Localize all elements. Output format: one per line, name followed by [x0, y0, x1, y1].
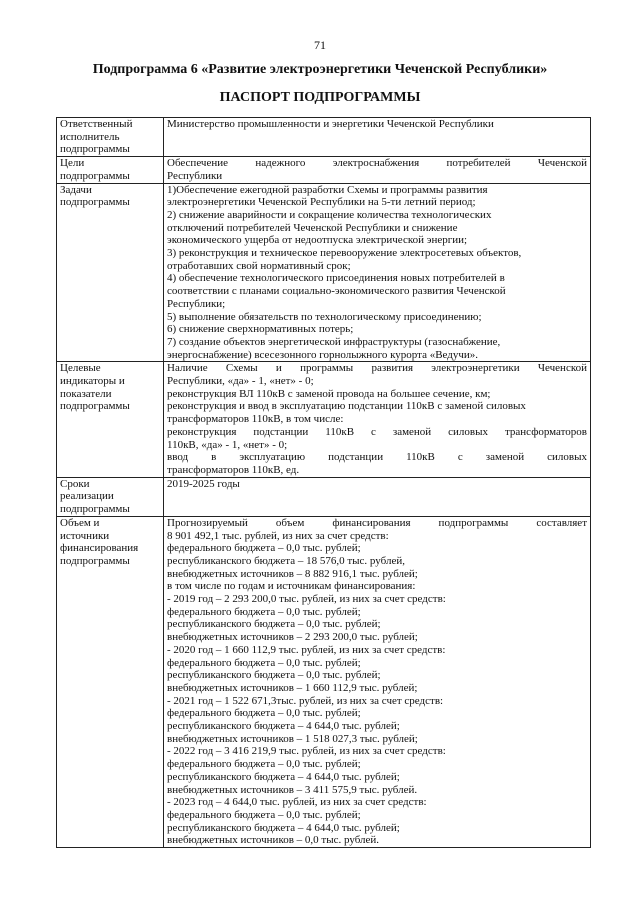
row-label-cell: [57, 183, 164, 362]
passport-table: [56, 117, 591, 848]
subprogram-title: Подпрограмма 6 «Развитие электроэнергетики Чеченской Республики»: [92, 62, 548, 77]
row-content-line: федерального бюджета – 0,0 тыс. рублей;: [167, 605, 361, 618]
passport-row: [57, 516, 591, 847]
row-content-line: Наличие Схемы и программы развития электроэнергетики Чеченской: [167, 362, 587, 375]
row-label-line: подпрограммы: [60, 143, 130, 156]
row-label-cell: [57, 157, 164, 183]
row-label-cell: [57, 516, 164, 847]
row-content-line: федерального бюджета – 0,0 тыс. рублей;: [167, 542, 361, 555]
row-content-line: 2) снижение аварийности и сокращение количества технологических: [167, 208, 492, 221]
row-label-cell: [57, 362, 164, 477]
row-label-line: подпрограммы: [60, 196, 130, 209]
row-content-line: - 2019 год – 2 293 200,0 тыс. рублей, из них за счет средств:: [167, 593, 446, 606]
row-content-line: республиканского бюджета – 4 644,0 тыс. рублей;: [167, 770, 400, 783]
row-content-line: внебюджетных источников – 8 882 916,1 тыс. рублей;: [167, 567, 418, 580]
row-content-line: соответствии с планами социально-экономического развития Чеченской: [167, 285, 506, 298]
row-content-cell: [164, 362, 591, 477]
passport-table-body: [57, 118, 591, 848]
row-label-line: финансирования: [60, 542, 139, 555]
row-content-line: внебюджетных источников – 1 518 027,3 тыс. рублей;: [167, 732, 418, 745]
row-content-line: 6) снижение сверхнормативных потерь;: [167, 323, 354, 336]
row-content-line: экономического ущерба от недоотпуска электрической энергии;: [167, 234, 468, 247]
passport-row: [57, 157, 591, 183]
row-label-line: источники: [60, 529, 110, 542]
row-label-line: Задачи: [60, 183, 92, 196]
row-content-line: внебюджетных источников – 0,0 тыс. рублей.: [167, 834, 380, 847]
row-content-line: в том числе по годам и источникам финансирования:: [167, 580, 416, 593]
row-content-line: 3) реконструкция и техническое перевооружение электросетевых объектов,: [167, 247, 522, 260]
row-content-cell: [164, 183, 591, 362]
row-content-cell: [164, 477, 591, 516]
row-content-line: федерального бюджета – 0,0 тыс. рублей;: [167, 758, 361, 771]
row-label-line: Целевые: [60, 362, 101, 375]
row-content-line: республиканского бюджета – 4 644,0 тыс. рублей;: [167, 821, 400, 834]
row-label-line: подпрограммы: [60, 400, 130, 413]
row-label-line: реализации: [60, 490, 114, 503]
row-content-line: Прогнозируемый объем финансирования подпрограммы составляет: [167, 516, 587, 529]
row-label-line: показатели: [60, 387, 112, 400]
row-content-line: Республики, «да» - 1, «нет» - 0;: [167, 375, 314, 388]
row-content-line: отключений потребителей Чеченской Республики и снижение: [167, 221, 458, 234]
row-content-line: - 2020 год – 1 660 112,9 тыс. рублей, из них за счет средств:: [167, 643, 446, 656]
row-content-line: республиканского бюджета – 18 576,0 тыс. рублей,: [167, 554, 405, 567]
row-content-line: отработавших свой нормативный срок;: [167, 259, 351, 272]
row-content-line: 5) выполнение обязательств по технологическому присоединению;: [167, 310, 482, 323]
row-content-line: реконструкция ВЛ 110кВ с заменой провода на большее сечение, км;: [167, 387, 491, 400]
row-content-line: 1)Обеспечение ежегодной разработки Схемы и программы развития: [167, 183, 488, 196]
row-content-line: - 2021 год – 1 522 671,3тыс. рублей, из них за счет средств:: [167, 694, 444, 707]
row-content-line: республиканского бюджета – 4 644,0 тыс. рублей;: [167, 720, 400, 733]
row-content-line: реконструкция подстанции 110кВ с заменой силовых трансформаторов: [167, 425, 587, 438]
row-label-line: подпрограммы: [60, 554, 130, 567]
passport-heading: ПАСПОРТ ПОДПРОГРАММЫ: [219, 90, 421, 105]
row-content-cell: [164, 516, 591, 847]
row-label-line: индикаторы и: [60, 375, 125, 388]
row-content-line: реконструкция и ввод в эксплуатацию подстанции 110кВ с заменой силовых: [167, 400, 526, 413]
row-content-line: федерального бюджета – 0,0 тыс. рублей;: [167, 656, 361, 669]
row-label-line: подпрограммы: [60, 503, 130, 516]
row-content-line: федерального бюджета – 0,0 тыс. рублей;: [167, 808, 361, 821]
row-content-line: 4) обеспечение технологического присоединения новых потребителей в: [167, 272, 505, 285]
row-label-cell: [57, 477, 164, 516]
row-content-line: - 2022 год – 3 416 219,9 тыс. рублей, из них за счет средств:: [167, 745, 446, 758]
row-content-line: энергоснабжение) всесезонного горнолыжного курорта «Ведучи».: [167, 348, 479, 361]
row-content-line: республиканского бюджета – 0,0 тыс. рублей;: [167, 618, 381, 631]
row-content-line: электроэнергетики Чеченской Республики на 5-ти летний период;: [167, 196, 476, 209]
row-content-line: внебюджетных источников – 3 411 575,9 тыс. рублей.: [167, 783, 418, 796]
row-content-line: 7) создание объектов энергетической инфраструктуры (газоснабжение,: [167, 335, 501, 348]
row-content-line: - 2023 год – 4 644,0 тыс. рублей, из них за счет средств:: [167, 796, 427, 809]
row-content-line: Обеспечение надежного электроснабжения потребителей Чеченской: [167, 157, 587, 170]
row-content-line: Республики;: [167, 297, 226, 310]
passport-row: [57, 362, 591, 477]
row-label-line: Ответственный: [60, 118, 133, 130]
row-content-line: 8 901 492,1 тыс. рублей, из них за счет средств:: [167, 529, 389, 542]
row-content-line: республиканского бюджета – 0,0 тыс. рублей;: [167, 669, 381, 682]
passport-row: [57, 118, 591, 157]
row-label-line: Объем и: [60, 516, 100, 529]
row-content-line: ввод в эксплуатацию подстанции 110кВ с заменой силовых: [167, 451, 587, 464]
row-content-line: трансформаторов 110кВ, в том числе:: [167, 413, 344, 426]
row-label-line: Цели: [60, 157, 85, 170]
row-content-line: 110кВ, «да» - 1, «нет» - 0;: [167, 438, 288, 451]
row-content-cell: [164, 157, 591, 183]
row-content-line: Министерство промышленности и энергетики Чеченской Республики: [167, 118, 494, 130]
passport-row: [57, 477, 591, 516]
page-number: 71: [314, 38, 326, 52]
row-content-cell: [164, 118, 591, 157]
row-label-line: подпрограммы: [60, 169, 130, 182]
row-label-line: исполнитель: [60, 130, 120, 143]
row-content-line: трансформаторов 110кВ, ед.: [167, 463, 300, 476]
row-content-line: Республики: [167, 169, 223, 182]
row-content-line: внебюджетных источников – 1 660 112,9 тыс. рублей;: [167, 681, 418, 694]
passport-row: [57, 183, 591, 362]
row-label-cell: [57, 118, 164, 157]
row-label-line: Сроки: [60, 477, 90, 490]
row-content-line: 2019-2025 годы: [167, 477, 240, 490]
row-content-line: федерального бюджета – 0,0 тыс. рублей;: [167, 707, 361, 720]
row-content-line: внебюджетных источников – 2 293 200,0 тыс. рублей;: [167, 631, 418, 644]
